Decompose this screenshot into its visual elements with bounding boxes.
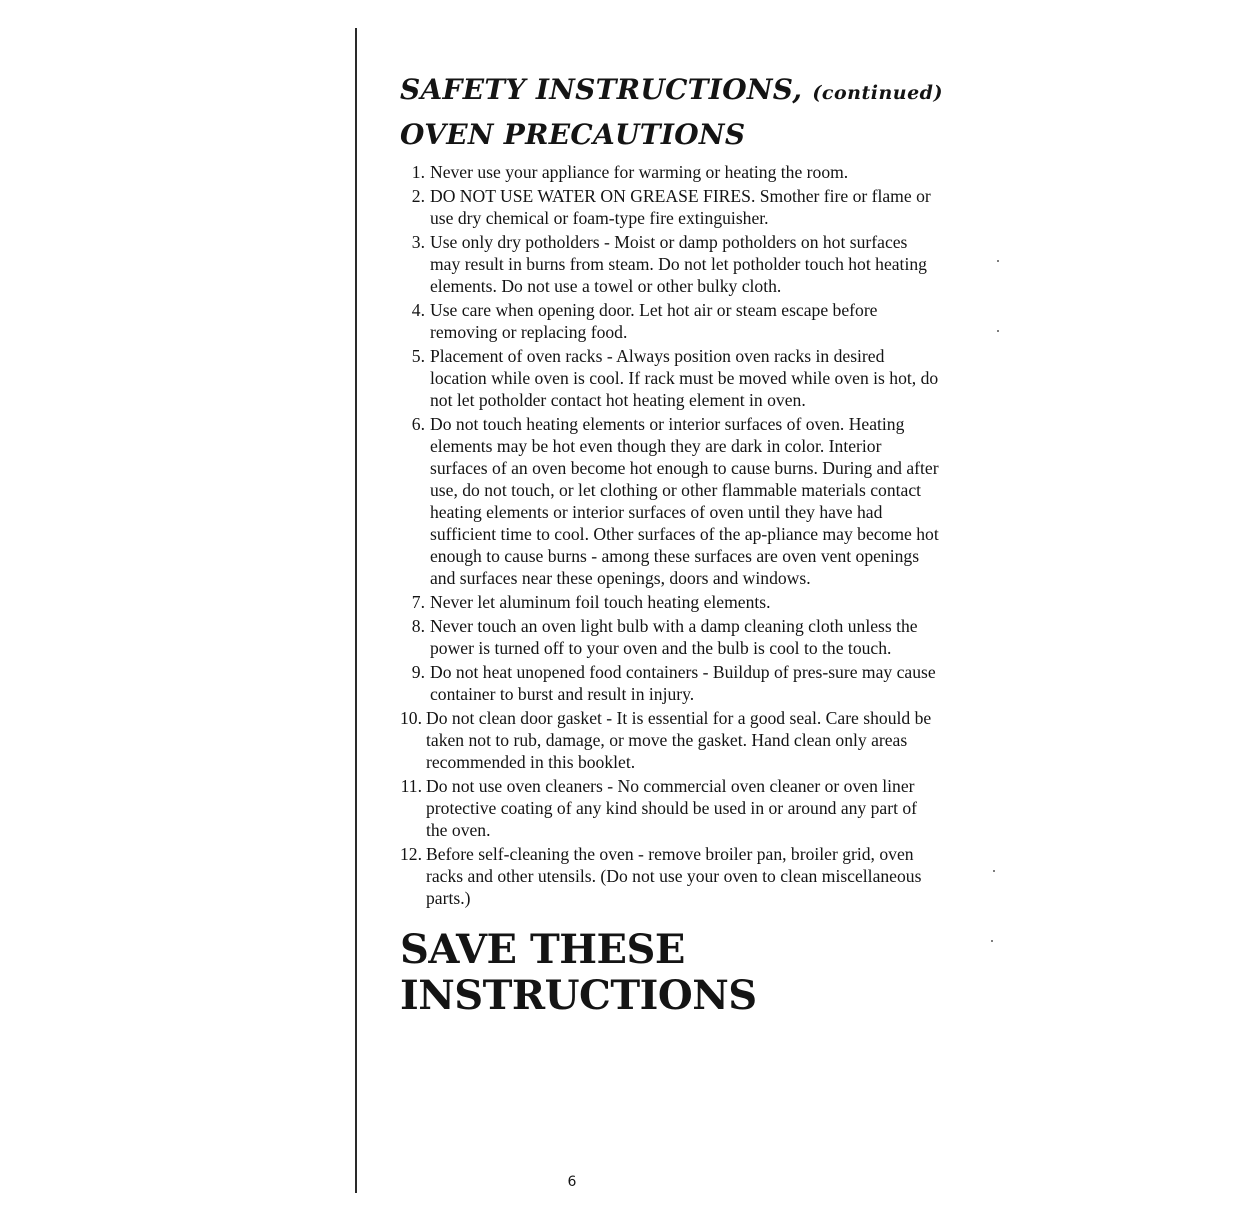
list-item <box>400 591 940 613</box>
item-text: Never let aluminum foil touch heating elements. <box>430 592 771 612</box>
list-item <box>400 185 940 229</box>
page-content <box>400 72 943 1019</box>
item-number: 6. <box>411 414 425 434</box>
item-number: 12. <box>400 844 422 864</box>
subsection-heading: OVEN PRECAUTIONS <box>400 118 746 151</box>
save-line-2: INSTRUCTIONS <box>400 972 757 1019</box>
save-instructions-heading <box>400 927 940 1019</box>
item-text: Do not touch heating elements or interior surfaces of oven. Heating elements may be hot even though they are dark in color. Interior surfaces of an oven become hot enough to cause burns. During and after use, do not touch, or let clothing or other flammable materials contact heating elements or interior surfaces of oven until they have had sufficient time to cool. Other surfaces of the ap-pliance may become hot enough to cause burns - among these surfaces are oven vent openings and surfaces near these openings, doors and windows. <box>430 414 939 588</box>
page-binding-line <box>355 28 357 1193</box>
save-line-1: SAVE THESE <box>400 926 685 973</box>
list-item <box>400 299 940 343</box>
list-item <box>400 413 940 589</box>
item-number: 9. <box>411 662 425 682</box>
item-text: DO NOT USE WATER ON GREASE FIRES. Smother fire or flame or use dry chemical or foam-type fire extinguisher. <box>430 186 931 228</box>
list-item <box>400 345 940 411</box>
item-number: 8. <box>411 616 425 636</box>
item-text: Do not clean door gasket - It is essential for a good seal. Care should be taken not to rub, damage, or move the gasket. Hand clean only areas recommended in this booklet. <box>426 708 932 772</box>
section-heading <box>400 72 943 111</box>
item-text: Do not heat unopened food containers - Buildup of pres-sure may cause container to burst and result in injury. <box>430 662 936 704</box>
item-number: 4. <box>411 300 425 320</box>
item-number: 1. <box>411 162 425 182</box>
list-item <box>400 843 940 909</box>
list-item <box>400 775 940 841</box>
precautions-list <box>400 161 940 909</box>
list-item <box>400 707 940 773</box>
scan-speck <box>997 330 999 332</box>
item-number: 5. <box>411 346 425 366</box>
item-text: Do not use oven cleaners - No commercial oven cleaner or oven liner protective coating of any kind should be used in or around any part of the oven. <box>426 776 918 840</box>
continued-label: (continued) <box>812 82 943 104</box>
item-text: Before self-cleaning the oven - remove broiler pan, broiler grid, oven racks and other utensils. (Do not use your oven to clean miscellaneous parts.) <box>426 844 922 908</box>
scan-speck <box>997 260 999 262</box>
item-number: 3. <box>411 232 425 252</box>
item-text: Use care when opening door. Let hot air or steam escape before removing or replacing food. <box>430 300 878 342</box>
item-text: Never touch an oven light bulb with a damp cleaning cloth unless the power is turned off to your oven and the bulb is cool to the touch. <box>430 616 918 658</box>
item-number: 2. <box>411 186 425 206</box>
list-item <box>400 231 940 297</box>
item-text: Never use your appliance for warming or heating the room. <box>430 162 849 182</box>
item-text: Use only dry potholders - Moist or damp potholders on hot surfaces may result in burns from steam. Do not let potholder touch hot heating elements. Do not use a towel or other bulky cloth. <box>430 232 927 296</box>
list-item <box>400 661 940 705</box>
scan-speck <box>991 940 993 942</box>
section-title: SAFETY INSTRUCTIONS, <box>400 73 803 106</box>
item-text: Placement of oven racks - Always position oven racks in desired location while oven is cool. If rack must be moved while oven is hot, do not let potholder contact hot heating element in oven. <box>430 346 939 410</box>
list-item <box>400 615 940 659</box>
item-number: 11. <box>400 776 422 796</box>
scan-speck <box>993 870 995 872</box>
page-number: 6 <box>567 1174 577 1190</box>
item-number: 7. <box>411 592 425 612</box>
item-number: 10. <box>400 708 422 728</box>
list-item <box>400 161 940 183</box>
